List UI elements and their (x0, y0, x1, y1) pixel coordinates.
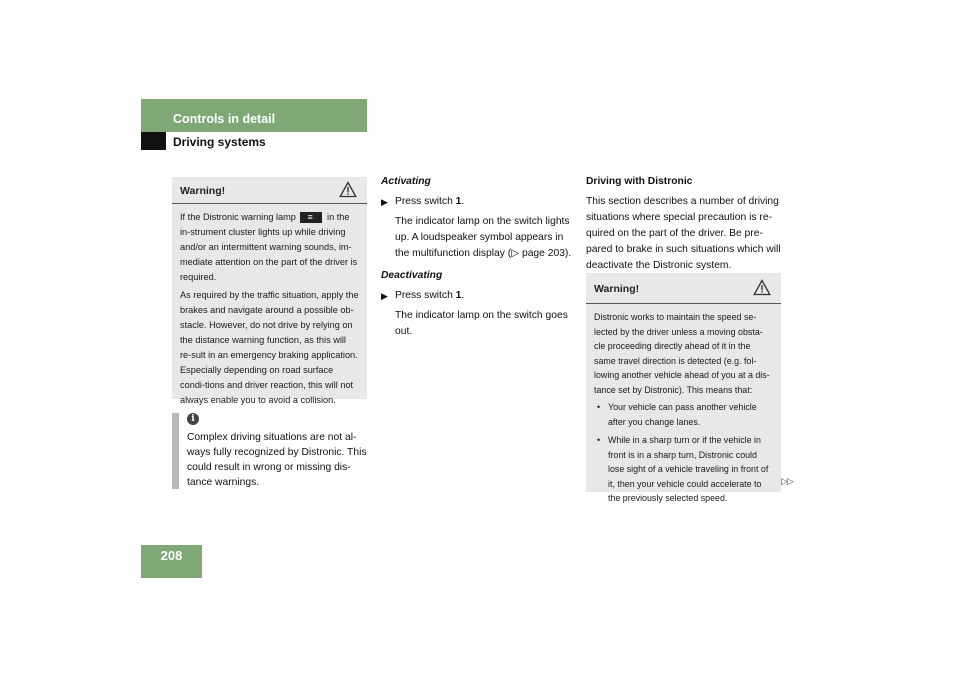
left-warning-box (172, 177, 367, 405)
page-number: 208 (141, 545, 202, 578)
activating-result: The indicator lamp on the switch lights up. A loudspeaker symbol appears in the multifunction display (▷ page 203). (395, 216, 572, 259)
subsection-title: Driving systems (173, 135, 266, 149)
list-item: • Your vehicle can pass another vehicle after you change lanes. (594, 400, 773, 429)
page-reference-link[interactable]: ▷ page 203 (511, 248, 565, 259)
deactivating-heading: Deactivating (381, 270, 443, 281)
warning-paragraph-2: As required by the traffic situation, apply the brakes and navigate around a possible ob-stacle. However, do not drive by relying on the distance warning function, as this will re-sult in an emergency braking application. Especially depending on road surface condi-tions and driver reaction, this will not always enable you to avoid a collision. (180, 290, 359, 405)
right-intro: This section describes a number of driving situations where special precaution is re-quired on the part of the driver. Be pre-pared to brake in such situations which will deactivate the Distronic system. (586, 196, 781, 271)
header-marker (141, 132, 166, 150)
info-text: Complex driving situations are not al-ways fully recognized by Distronic. This could result in wrong or missing dis-tance warnings. (187, 432, 367, 488)
warning-text: Distronic works to maintain the speed se-lected by the driver unless a moving obsta-cle proceeding directly ahead of it in the same travel direction is detected (e.g. fol-lowing another vehicle ahead of you at a dis-tance set by Distronic). This means that: (594, 312, 770, 395)
deactivating-step: ▶ Press switch 1. (381, 288, 576, 304)
warning-header (586, 273, 781, 304)
distronic-lamp-icon (300, 212, 322, 223)
list-item: • While in a sharp turn or if the vehicle in front is in a sharp turn, Distronic could lose sight of a vehicle traveling in front of it, then your vehicle could accelerate to the previously selected speed. (594, 433, 773, 506)
right-heading: Driving with Distronic (586, 176, 693, 187)
activating-step: ▶ Press switch 1. (381, 194, 576, 210)
step-arrow-icon: ▶ (381, 291, 388, 301)
warning-title: Warning! (180, 185, 226, 197)
info-sidebar (172, 413, 179, 489)
warning-paragraph-1: If the Distronic warning lamp ≡ in the in-strument cluster lights up while driving and/or an intermittent warning sounds, im-mediate attention on the part of the driver is required. (180, 210, 359, 285)
continued-arrows-icon: ▷▷ (781, 476, 793, 486)
right-warning-box (586, 273, 781, 503)
info-note (172, 413, 367, 489)
step-arrow-icon: ▶ (381, 197, 388, 207)
section-title: Controls in detail (173, 112, 276, 126)
middle-column (381, 174, 576, 346)
warning-title: Warning! (594, 283, 640, 295)
warning-triangle-icon (339, 181, 357, 198)
warning-bullets (594, 400, 773, 506)
warning-body (172, 204, 367, 419)
activating-heading: Activating (381, 176, 431, 187)
warning-header (172, 177, 367, 204)
warning-body (586, 304, 781, 518)
warning-triangle-icon (753, 279, 771, 296)
right-column (586, 174, 781, 274)
info-icon: i (187, 413, 199, 425)
deactivating-result: The indicator lamp on the switch goes out. (395, 310, 568, 337)
